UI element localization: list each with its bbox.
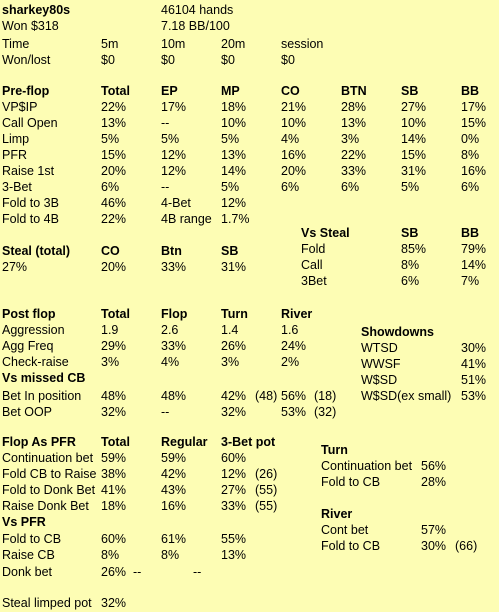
preflop-cell: 6%	[341, 180, 360, 194]
preflop-cell: 22%	[101, 100, 127, 114]
preflop-cell: 5%	[221, 132, 240, 146]
turn-title: Turn	[321, 443, 348, 457]
preflop-cell: 13%	[221, 148, 247, 162]
steal-co-value: 20%	[101, 260, 127, 274]
preflop-cell: 31%	[401, 164, 427, 178]
showdowns-row-label: W$SD	[361, 373, 398, 387]
vs-steal-cell: 7%	[461, 274, 480, 288]
flop-pfr-cell: 33%	[221, 499, 247, 513]
preflop-cell: 16%	[461, 164, 487, 178]
vs-pfr-cell: 60%	[101, 532, 127, 546]
preflop-cell: --	[161, 180, 170, 194]
postflop-col-turn: Turn	[221, 307, 248, 321]
flop-pfr-cell: 12%	[221, 467, 247, 481]
flop-pfr-cell: 18%	[101, 499, 127, 513]
flop-pfr-cell: 60%	[221, 451, 247, 465]
preflop-row-label: Call Open	[2, 116, 58, 130]
flop-pfr-row-label: Continuation bet	[2, 451, 94, 465]
preflop-cell: 18%	[221, 100, 247, 114]
preflop-row-label: Limp	[2, 132, 30, 146]
river-cell: 30%	[421, 539, 447, 553]
preflop-cell: 14%	[221, 164, 247, 178]
missed-cb-cell: 48%	[101, 389, 127, 403]
missed-cb-cell: 48%	[161, 389, 187, 403]
flop-pfr-cell: 41%	[101, 483, 127, 497]
turn-cell: 28%	[421, 475, 447, 489]
postflop-cell: 1.6	[281, 323, 299, 337]
period-10m: 10m	[161, 37, 186, 51]
vs-steal-cell: 8%	[401, 258, 420, 272]
steal-col-btn: Btn	[161, 244, 182, 258]
showdowns-row-label: WWSF	[361, 357, 401, 371]
postflop-cell: 2%	[281, 355, 300, 369]
steal-title: Steal (total)	[2, 244, 71, 258]
preflop-cell: 15%	[401, 148, 427, 162]
flop-pfr-row-label: Fold to Donk Bet	[2, 483, 96, 497]
showdowns-row-label: W$SD(ex small)	[361, 389, 452, 403]
postflop-cell: 1.4	[221, 323, 239, 337]
missed-cb-cell: 32%	[221, 405, 247, 419]
preflop-cell: 3%	[341, 132, 360, 146]
vs-pfr-title: Vs PFR	[2, 515, 46, 529]
flop-pfr-col-total: Total	[101, 435, 130, 449]
preflop-cell: 10%	[221, 116, 247, 130]
turn-row-label: Fold to CB	[321, 475, 381, 489]
preflop-cell: 21%	[281, 100, 307, 114]
preflop-cell: 27%	[401, 100, 427, 114]
four-bet-value: 12%	[221, 196, 247, 210]
hand-count: 46104 hands	[161, 3, 234, 17]
flop-pfr-sample: (26)	[255, 467, 278, 481]
preflop-cell: 10%	[281, 116, 307, 130]
missed-cb-cell: 42%	[221, 389, 247, 403]
flop-pfr-title: Flop As PFR	[2, 435, 76, 449]
preflop-col-ep: EP	[161, 84, 178, 98]
vs-pfr-cell: 61%	[161, 532, 187, 546]
flop-pfr-col-regular: Regular	[161, 435, 208, 449]
preflop-cell: 4%	[281, 132, 300, 146]
preflop-cell: 0%	[461, 132, 480, 146]
missed-cb-sample: (32)	[314, 405, 337, 419]
vs-steal-cell: 6%	[401, 274, 420, 288]
preflop-col-mp: MP	[221, 84, 240, 98]
steal-btn-value: 33%	[161, 260, 187, 274]
period-session: session	[281, 37, 324, 51]
flop-pfr-cell: 59%	[161, 451, 187, 465]
river-row-label: Fold to CB	[321, 539, 381, 553]
preflop-cell: 17%	[161, 100, 187, 114]
preflop-cell: 16%	[281, 148, 307, 162]
preflop-cell: 12%	[161, 164, 187, 178]
preflop-row-label: PFR	[2, 148, 27, 162]
postflop-cell: 26%	[221, 339, 247, 353]
preflop-row-label: Raise 1st	[2, 164, 55, 178]
wonlost-20m: $0	[221, 53, 235, 67]
preflop-cell: 15%	[101, 148, 127, 162]
river-row-label: Cont bet	[321, 523, 369, 537]
flop-pfr-cell: 42%	[161, 467, 187, 481]
time-label: Time	[2, 37, 30, 51]
flop-pfr-row-label: Fold CB to Raise	[2, 467, 97, 481]
wonlost-10m: $0	[161, 53, 175, 67]
vs-pfr-cell: 8%	[161, 548, 180, 562]
postflop-row-label: Aggression	[2, 323, 65, 337]
preflop-cell: 14%	[401, 132, 427, 146]
preflop-cell: 5%	[401, 180, 420, 194]
preflop-title: Pre-flop	[2, 84, 50, 98]
preflop-col-total: Total	[101, 84, 130, 98]
postflop-cell: 29%	[101, 339, 127, 353]
missed-cb-row-label: Bet OOP	[2, 405, 53, 419]
steal-limped-value: 32%	[101, 596, 127, 610]
steal-limped-label: Steal limped pot	[2, 596, 92, 610]
postflop-title: Post flop	[2, 307, 56, 321]
steal-sb-value: 31%	[221, 260, 247, 274]
flop-pfr-cell: 16%	[161, 499, 187, 513]
preflop-cell: 5%	[221, 180, 240, 194]
postflop-cell: 1.9	[101, 323, 119, 337]
vs-pfr-row-label: Donk bet	[2, 565, 53, 579]
preflop-cell: 13%	[341, 116, 367, 130]
postflop-col-total: Total	[101, 307, 130, 321]
missed-cb-cell: --	[161, 405, 170, 419]
postflop-cell: 2.6	[161, 323, 179, 337]
flop-pfr-cell: 38%	[101, 467, 127, 481]
vs-pfr-cell: 55%	[221, 532, 247, 546]
river-title: River	[321, 507, 353, 521]
vs-steal-row-label: Call	[301, 258, 323, 272]
missed-cb-sample: (48)	[255, 389, 278, 403]
four-bet-range-value: 1.7%	[221, 212, 250, 226]
preflop-cell: 8%	[461, 148, 480, 162]
postflop-col-flop: Flop	[161, 307, 188, 321]
preflop-cell: --	[161, 116, 170, 130]
preflop-row-label: VP$IP	[2, 100, 38, 114]
vs-pfr-cell: --	[133, 565, 142, 579]
flop-pfr-cell: 43%	[161, 483, 187, 497]
river-sample: (66)	[455, 539, 478, 553]
flop-pfr-sample: (55)	[255, 483, 278, 497]
preflop-col-co: CO	[281, 84, 300, 98]
won-amount: Won $318	[2, 19, 59, 33]
steal-col-co: CO	[101, 244, 120, 258]
postflop-row-label: Check-raise	[2, 355, 69, 369]
fold-to-4bet-value: 22%	[101, 212, 127, 226]
postflop-cell: 3%	[221, 355, 240, 369]
preflop-cell: 6%	[101, 180, 120, 194]
preflop-cell: 33%	[341, 164, 367, 178]
wonlost-session: $0	[281, 53, 295, 67]
vs-pfr-row-label: Fold to CB	[2, 532, 62, 546]
missed-cb-cell: 32%	[101, 405, 127, 419]
showdowns-cell: 30%	[461, 341, 487, 355]
player-name: sharkey80s	[2, 3, 71, 17]
preflop-cell: 28%	[341, 100, 367, 114]
flop-pfr-cell: 27%	[221, 483, 247, 497]
vs-pfr-cell: --	[193, 565, 202, 579]
showdowns-cell: 41%	[461, 357, 487, 371]
turn-row-label: Continuation bet	[321, 459, 413, 473]
preflop-cell: 12%	[161, 148, 187, 162]
preflop-cell: 6%	[461, 180, 480, 194]
preflop-col-sb: SB	[401, 84, 419, 98]
flop-pfr-cell: 59%	[101, 451, 127, 465]
preflop-cell: 6%	[281, 180, 300, 194]
preflop-cell: 17%	[461, 100, 487, 114]
postflop-cell: 24%	[281, 339, 307, 353]
river-cell: 57%	[421, 523, 447, 537]
wonlost-5m: $0	[101, 53, 115, 67]
vs-steal-title: Vs Steal	[301, 226, 350, 240]
postflop-cell: 33%	[161, 339, 187, 353]
period-20m: 20m	[221, 37, 246, 51]
wonlost-label: Won/lost	[2, 53, 51, 67]
showdowns-title: Showdowns	[361, 325, 434, 339]
missed-cb-cell: 53%	[281, 405, 307, 419]
flop-pfr-col-3bet: 3-Bet pot	[221, 435, 276, 449]
missed-cb-sample: (18)	[314, 389, 337, 403]
preflop-cell: 15%	[461, 116, 487, 130]
period-5m: 5m	[101, 37, 119, 51]
postflop-row-label: Agg Freq	[2, 339, 54, 353]
postflop-cell: 4%	[161, 355, 180, 369]
steal-total-value: 27%	[2, 260, 28, 274]
four-bet-range-label: 4B range	[161, 212, 212, 226]
preflop-col-btn: BTN	[341, 84, 367, 98]
vs-steal-cell: 14%	[461, 258, 487, 272]
vs-steal-cell: 79%	[461, 242, 487, 256]
preflop-cell: 20%	[281, 164, 307, 178]
preflop-col-bb: BB	[461, 84, 480, 98]
flop-pfr-sample: (55)	[255, 499, 278, 513]
showdowns-cell: 53%	[461, 389, 487, 403]
turn-cell: 56%	[421, 459, 447, 473]
vs-pfr-cell: 13%	[221, 548, 247, 562]
vs-pfr-cell: 26%	[101, 565, 127, 579]
showdowns-cell: 51%	[461, 373, 487, 387]
missed-cb-title: Vs missed CB	[2, 371, 86, 385]
preflop-cell: 10%	[401, 116, 427, 130]
postflop-cell: 3%	[101, 355, 120, 369]
steal-col-sb: SB	[221, 244, 239, 258]
vs-pfr-cell: 8%	[101, 548, 120, 562]
missed-cb-cell: 56%	[281, 389, 307, 403]
vs-steal-col-sb: SB	[401, 226, 419, 240]
vs-steal-cell: 85%	[401, 242, 427, 256]
preflop-cell: 22%	[341, 148, 367, 162]
preflop-cell: 5%	[161, 132, 180, 146]
preflop-cell: 20%	[101, 164, 127, 178]
fold-to-4bet-label: Fold to 4B	[2, 212, 59, 226]
preflop-row-label: 3-Bet	[2, 180, 32, 194]
postflop-col-river: River	[281, 307, 313, 321]
vs-steal-row-label: Fold	[301, 242, 326, 256]
missed-cb-row-label: Bet In position	[2, 389, 82, 403]
bb-per-100: 7.18 BB/100	[161, 19, 230, 33]
vs-steal-col-bb: BB	[461, 226, 480, 240]
vs-pfr-row-label: Raise CB	[2, 548, 55, 562]
showdowns-row-label: WTSD	[361, 341, 398, 355]
fold-to-3bet-value: 46%	[101, 196, 127, 210]
vs-steal-row-label: 3Bet	[301, 274, 327, 288]
fold-to-3bet-label: Fold to 3B	[2, 196, 59, 210]
preflop-cell: 5%	[101, 132, 120, 146]
four-bet-label: 4-Bet	[161, 196, 191, 210]
preflop-cell: 13%	[101, 116, 127, 130]
flop-pfr-row-label: Raise Donk Bet	[2, 499, 89, 513]
